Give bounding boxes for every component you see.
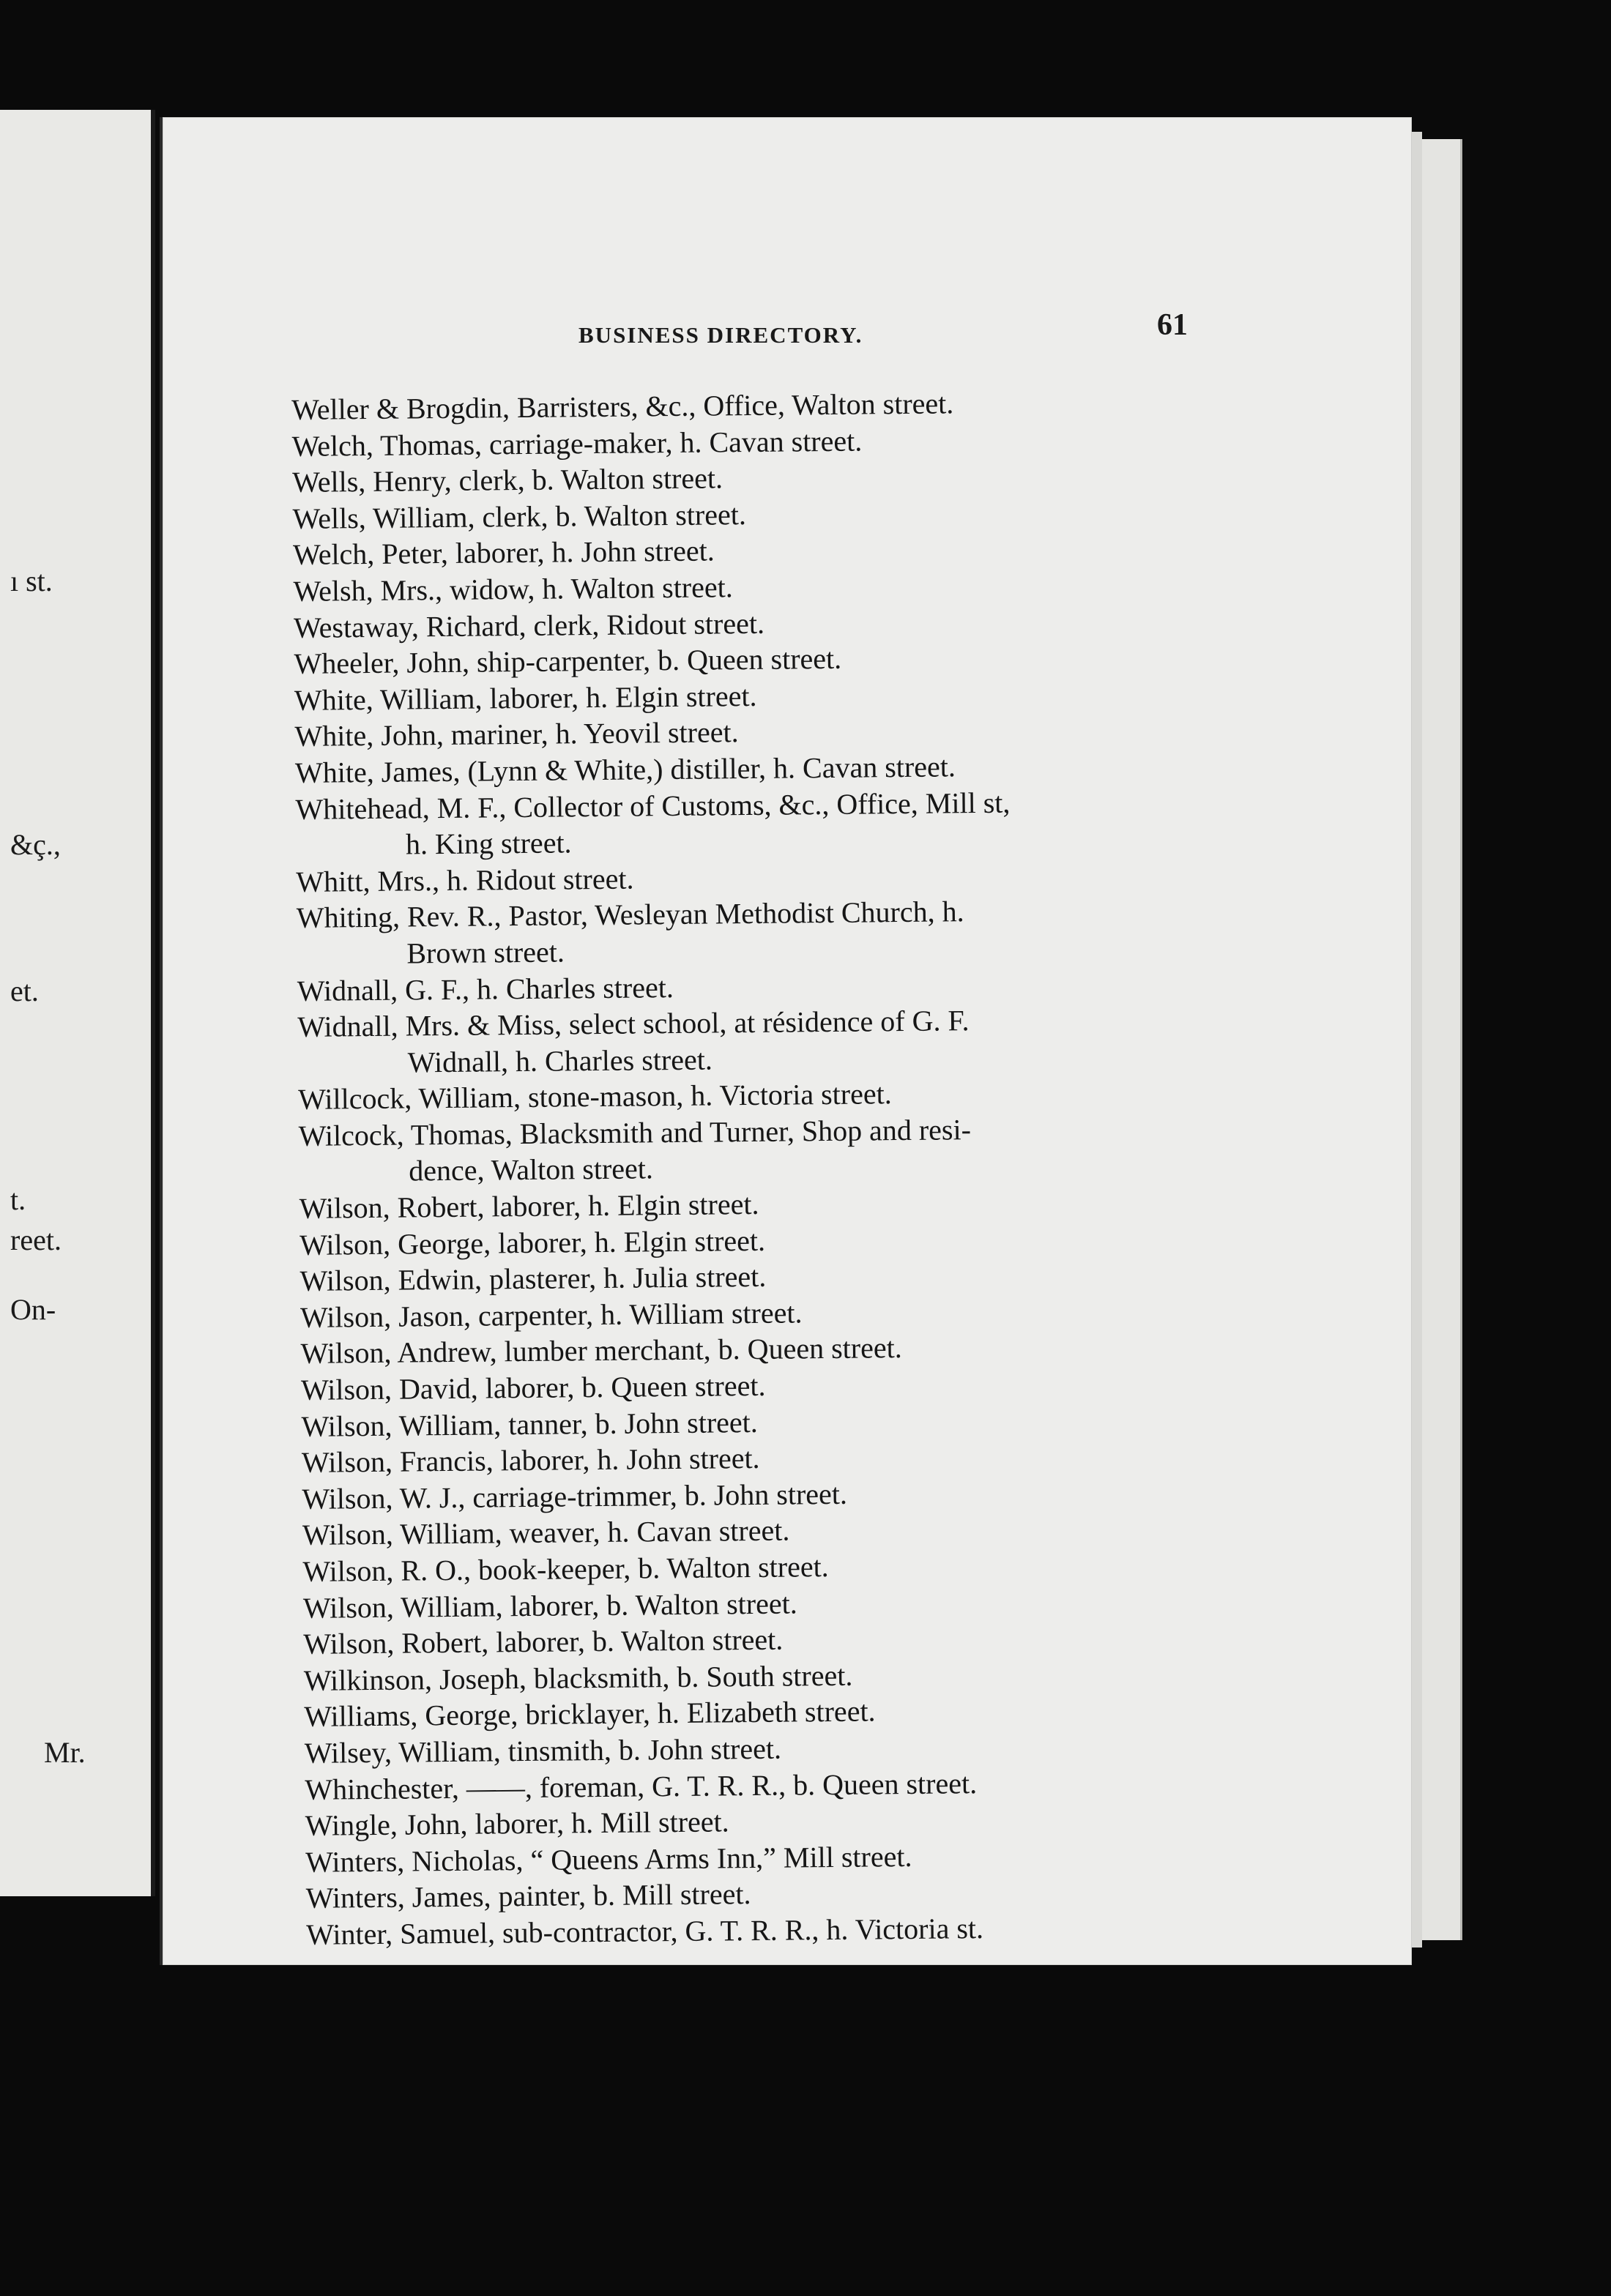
left-page-fragment: ı st.: [10, 564, 53, 597]
entry-text: Wilson, William, laborer, b. Walton street.: [302, 1587, 797, 1625]
left-page-fragment: On-: [10, 1293, 56, 1326]
entry-text: Winters, James, painter, b. Mill street.: [305, 1877, 751, 1915]
entry-text: Winters, Nicholas, “ Queens Arms Inn,” Mill street.: [305, 1839, 912, 1879]
entry-text: Wilson, Jason, carpenter, h. William street.: [299, 1296, 803, 1334]
entry-text: Welsh, Mrs., widow, h. Walton street.: [293, 570, 733, 608]
page-stack-edge: [1421, 139, 1462, 1940]
entry-text: Wilcock, Thomas, Blacksmith and Turner, Shop and resi-: [298, 1113, 972, 1152]
entry-text: Welch, Thomas, carriage-maker, h. Cavan street.: [291, 424, 863, 463]
entry-text: Whitt, Mrs., h. Ridout street.: [296, 862, 634, 898]
entry-text: Welch, Peter, laborer, h. John street.: [292, 534, 715, 572]
entry-text: Wilkinson, Joseph, blacksmith, b. South street.: [303, 1658, 853, 1697]
directory-entry: [295, 782, 1255, 864]
entry-text: Whiting, Rev. R., Pastor, Wesleyan Methodist Church, h.: [296, 895, 964, 935]
entry-text: Wilson, George, laborer, h. Elgin street.: [299, 1223, 766, 1261]
directory-entry: [297, 891, 1257, 973]
entry-text: Westaway, Richard, clerk, Ridout street.: [293, 606, 765, 644]
entry-text: Wilson, R. O., book-keeper, b. Walton street.: [302, 1550, 829, 1588]
entry-text: Whinchester, ——, foreman, G. T. R. R., b. Queen street.: [305, 1766, 978, 1806]
entry-text: White, John, mariner, h. Yeovil street.: [294, 715, 739, 753]
entry-text: Weller & Brogdin, Barristers, &c., Office, Walton street.: [291, 387, 954, 426]
entry-text: Wells, William, clerk, b. Walton street.: [292, 497, 747, 535]
directory-entry: [299, 1108, 1259, 1190]
page-number: 61: [1157, 308, 1188, 342]
entry-text: Wilson, Robert, laborer, b. Walton street.: [303, 1622, 784, 1661]
entry-text: Wilson, Francis, laborer, h. John street.: [301, 1442, 760, 1480]
entry-text: Wilson, W. J., carriage-trimmer, b. John street.: [302, 1477, 848, 1516]
running-header: BUSINESS DIRECTORY.: [578, 322, 863, 348]
left-page-fragment: et.: [10, 974, 39, 1007]
entry-text: Wilson, Edwin, plasterer, h. Julia street.: [299, 1260, 767, 1298]
entry-continuation: h. King street.: [405, 826, 572, 861]
entry-text: Wells, Henry, clerk, b. Walton street.: [291, 461, 723, 499]
entry-continuation: Brown street.: [406, 935, 565, 970]
left-page-fragment: t.: [10, 1183, 26, 1216]
entry-text: Widnall, Mrs. & Miss, select school, at résidence of G. F.: [297, 1004, 970, 1044]
entry-text: Wilson, William, weaver, h. Cavan street.: [302, 1513, 790, 1552]
left-page-edge: [0, 110, 155, 1896]
entry-text: Wilson, David, laborer, b. Queen street.: [300, 1368, 766, 1406]
entry-text: Wingle, John, laborer, h. Mill street.: [305, 1805, 729, 1843]
entry-continuation: Widnall, h. Charles street.: [407, 1043, 713, 1079]
entry-continuation: dence, Walton street.: [409, 1152, 654, 1188]
directory-entry: [297, 999, 1257, 1081]
entry-text: Widnall, G. F., h. Charles street.: [297, 970, 674, 1007]
entry-text: White, William, laborer, h. Elgin street.: [294, 679, 757, 717]
left-page-fragment: Mr.: [44, 1736, 86, 1769]
entry-text: Winter, Samuel, sub-contractor, G. T. R. R., h. Victoria st.: [306, 1911, 984, 1951]
entry-text: White, James, (Lynn & White,) distiller, h. Cavan street.: [294, 750, 956, 789]
left-page-fragment: &ç.,: [10, 828, 61, 861]
entry-text: Wilson, William, tanner, b. John street.: [301, 1405, 758, 1443]
directory-entries: [291, 382, 1265, 1953]
entry-text: Williams, George, bricklayer, h. Elizabeth street.: [304, 1694, 876, 1734]
entry-text: Willcock, William, stone-mason, h. Victoria street.: [298, 1077, 892, 1117]
entry-text: Whitehead, M. F., Collector of Customs, &c., Office, Mill st,: [295, 786, 1011, 826]
entry-text: Wheeler, John, ship-carpenter, b. Queen street.: [294, 641, 842, 681]
left-page-fragment: reet.: [10, 1223, 62, 1256]
entry-text: Wilsey, William, tinsmith, b. John street.: [304, 1732, 782, 1770]
entry-text: Wilson, Robert, laborer, h. Elgin street.: [299, 1187, 759, 1226]
entry-text: Wilson, Andrew, lumber merchant, b. Queen street.: [300, 1331, 902, 1371]
